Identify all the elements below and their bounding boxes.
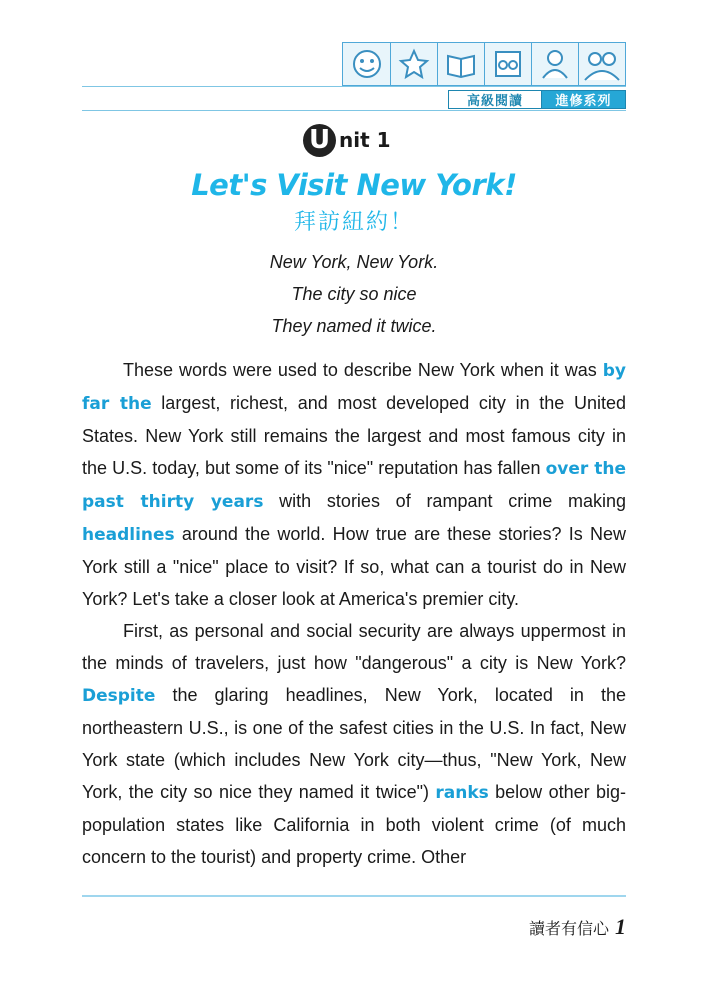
poem-line: They named it twice. (271, 316, 437, 336)
poem-line: The city so nice (291, 284, 417, 304)
series-left: 高級閱讀 (449, 91, 542, 108)
series-right: 進修系列 (555, 93, 612, 108)
unit-letter: U (303, 124, 336, 157)
glasses-icon (484, 43, 532, 85)
page-footer (529, 914, 626, 940)
series-label (448, 90, 626, 109)
article-body (82, 354, 626, 873)
keyword: headlines (82, 525, 175, 545)
group-icon (578, 43, 625, 85)
unit-heading (303, 122, 391, 158)
page-subtitle: 拜訪紐約！ (293, 209, 414, 234)
person-icon (531, 43, 579, 85)
face-icon (343, 43, 391, 85)
header-rule-top (82, 86, 626, 87)
footer-rule (82, 895, 626, 897)
page-title: Let's Visit New York! (191, 168, 517, 202)
book-icon (437, 43, 485, 85)
header-rule-bottom (82, 110, 626, 111)
paragraph-1: These words were used to describe New York when it was by far the largest, richest, and most developed city in the United States. New York still remains the largest and most famous city in the U.S. today, but some of its "nice" reputation has fallen over the past thirty years with stories of rampant crime making headlines around the world. How true are these stories? Is New York still a "nice" place to visit? If so, what can a tourist do in New York? Let's take a closer look at America's premier city. (82, 360, 626, 609)
paragraph-2: First, as personal and social security are always uppermost in the minds of travelers, just how "dangerous" a city is New York? Despite the glaring headlines, New York, located in the northeastern U.S., is one of the safest cities in the U.S. In fact, New York state (which includes New York city—thus, "New York, New York, the city so nice they named it twice") ranks below other big-population states like California in both violent crime (of much concern to the tourist) and property crime. Other (82, 621, 627, 867)
lightbulb-icon (390, 43, 438, 85)
keyword: over the past thirty years (82, 459, 626, 512)
header-icon-strip (342, 42, 626, 86)
footer-text: 讀者有信心 (528, 921, 609, 938)
poem-line: New York, New York. (269, 252, 439, 272)
page-number: 1 (615, 914, 626, 939)
keyword: by far the (82, 361, 626, 414)
keyword: Despite (82, 686, 156, 706)
unit-number: nit 1 (339, 128, 391, 152)
keyword: ranks (435, 783, 489, 803)
